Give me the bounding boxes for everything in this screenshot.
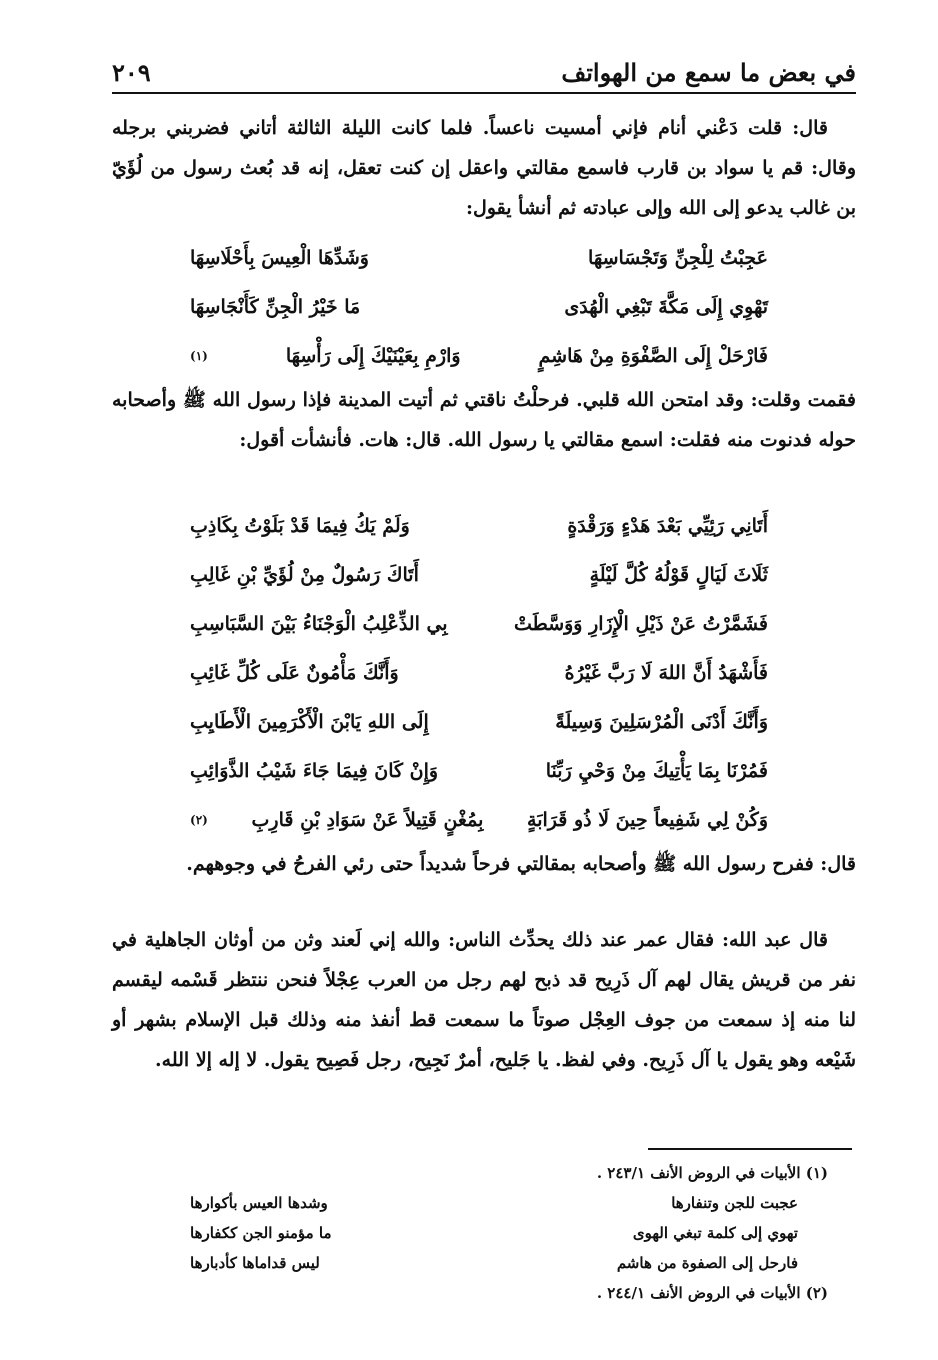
hemistich-second: أَتَاكَ رَسُولٌ مِنْ لُؤَيِّ بْنِ غَالِبِ [190, 564, 419, 586]
verse-line [190, 698, 768, 747]
hemistich-second: بِي الذِّعْلِبُ الْوَجْنَاءُ بَيْنَ السَّبَاسِبِ [190, 613, 448, 635]
hemistich-first: وَكُنْ لِي شَفِيعاً حِينَ لَا ذُو قَرَابَةٍ [527, 809, 768, 831]
poem-2 [190, 502, 768, 845]
verse-line [190, 502, 768, 551]
verse-line [190, 551, 768, 600]
verse-line [190, 747, 768, 796]
paragraph-2 [112, 380, 856, 460]
hemistich-first: أَتَانِي رَئِيِّي بَعْدَ هَدْءٍ وَرَقْدَةٍ [567, 515, 768, 537]
hemistich-second: وَلَمْ يَكُ فِيمَا قَدْ بَلَوْتُ بِكَاذِبِ [190, 515, 410, 537]
paragraph-text: فقمت وقلت: وقد امتحن الله قلبي. فرحلْتُ ناقتي ثم أتيت المدينة فإذا رسول الله ﷺ وأصحابه حوله فدنوت منه فقلت: اسمع مقالتي يا رسول الله. قال: هات. فأنشأت أقول: [112, 389, 856, 451]
hemistich-second: وَشَدِّهَا الْعِيسَ بِأَحْلَاسِهَا [190, 247, 369, 269]
hemistich-second: بِمُغْنٍ قَتِيلاً عَنْ سَوَادِ بْنِ قَارِبِ [251, 809, 484, 831]
hemistich-first: تهوي إلى كلمة تبغي الهوى [632, 1224, 798, 1242]
hemistich-second: وَأَنَّكَ مَأْمُونٌ عَلَى كُلِّ غَائِبِ [190, 662, 399, 684]
running-header [112, 56, 856, 94]
hemistich-second: مَا خَيْرُ الْجِنِّ كَأَنْجَاسِهَا [190, 296, 361, 318]
footnotes [150, 1158, 828, 1308]
footnote-2: (٢) الأبيات في الروض الأنف ٢٤٤/١ . [596, 1284, 828, 1302]
verse-line [190, 1188, 798, 1218]
hemistich-first: تَهْوِي إِلَى مَكَّةَ تَبْغِي الْهُدَى [564, 296, 768, 318]
verse-line [190, 1248, 798, 1278]
verse-line [190, 796, 768, 845]
paragraph-3 [112, 844, 856, 884]
footnote-separator [648, 1148, 852, 1150]
hemistich-second: وشدها العيس بأكوارها [190, 1194, 328, 1212]
chapter-title: في بعض ما سمع من الهواتف [561, 58, 856, 87]
hemistich-first: عجبت للجن وتنفارها [671, 1194, 798, 1212]
footnote-marker: (٢) [190, 813, 208, 827]
hemistich-second: وَإِنْ كَانَ فِيمَا جَاءَ شَيْبُ الذَّوَائِبِ [190, 760, 439, 782]
hemistich-second: ليس قداماها كأدبارها [190, 1254, 320, 1272]
verse-line [190, 234, 768, 283]
hemistich-second: إِلَى اللهِ يَابْنَ الْأَكْرَمِينَ الْأَطَايِبِ [190, 711, 429, 733]
hemistich-first: وَأَنَّكَ أَدْنَى الْمُرْسَلِينَ وَسِيلَةً [555, 711, 768, 733]
paragraph-1 [112, 108, 856, 228]
verse-line [190, 600, 768, 649]
hemistich-first: فَارْحَلْ إِلَى الصَّفْوَةِ مِنْ هَاشِمٍ [538, 345, 768, 367]
hemistich-first: فارحل إلى الصفوة من هاشم [616, 1254, 798, 1272]
footnote-1-poem [190, 1188, 798, 1278]
paragraph-text: قال: ففرح رسول الله ﷺ وأصحابه بمقالتي فرحاً شديداً حتى رئي الفرحُ في وجوههم. [186, 853, 856, 875]
page-number: ٢٠٩ [112, 58, 151, 87]
paragraph-4 [112, 920, 856, 1080]
verse-line [190, 283, 768, 332]
hemistich-second: وَارْمِ بِعَيْنَيْكَ إِلَى رَأْسِهَا [285, 345, 461, 367]
hemistich-first: عَجِبْتُ لِلْجِنِّ وَتَجْسَاسِهَا [588, 247, 768, 269]
paragraph-text: قال: قلت دَعْني أنام فإني أمسيت ناعساً. فلما كانت الليلة الثالثة أتاني فضربني برجله وقال: قم يا سواد بن قارب فاسمع مقالتي واعقل إن كنت تعقل، إنه قد بُعث رسول من لُؤَيّ بن غالب يدعو إلى الله وإلى عبادته ثم أنشأ يقول: [112, 117, 856, 219]
verse-line [190, 649, 768, 698]
verse-line [190, 332, 768, 381]
hemistich-second: ما مؤمنو الجن ككفارها [190, 1224, 332, 1242]
poem-1 [190, 234, 768, 381]
footnote-1: (١) الأبيات في الروض الأنف ٢٤٣/١ . [596, 1164, 828, 1182]
verse-line [190, 1218, 798, 1248]
hemistich-first: فَشَمَّرْتُ عَنْ ذَيْلِ الْإِزَارِ وَوَسَّطَتْ [513, 613, 768, 635]
footnote-marker: (١) [190, 349, 208, 363]
paragraph-text: قال عبد الله: فقال عمر عند ذلك يحدِّث الناس: والله إني لَعند وثن من أوثان الجاهلية في نفر من قريش يقال لهم آل ذَرِيح قد ذبح لهم رجل من العرب عِجْلاً فنحن ننتظر قَسْمه ليقسم لنا منه إذ سمعت من جوف العِجْل صوتاً ما سمعت قط أنفذ منه وذلك قبل الإسلام بشهر أو شَيْعه وهو يقول يا آل ذَرِيح. وفي لفظ. يا جَليح، أمرٌ نَجِيح، رجل فَصِيح يقول. لا إله إلا الله. [112, 929, 856, 1071]
hemistich-first: فَأَشْهَدُ أَنَّ اللهَ لَا رَبَّ غَيْرُهُ [564, 662, 768, 684]
hemistich-first: ثَلَاثَ لَيَالٍ قَوْلُهُ كُلَّ لَيْلَةٍ [589, 564, 768, 586]
hemistich-first: فَمُرْنَا بِمَا يَأْتِيكَ مِنْ وَحْيِ رَبِّنَا [545, 760, 768, 782]
